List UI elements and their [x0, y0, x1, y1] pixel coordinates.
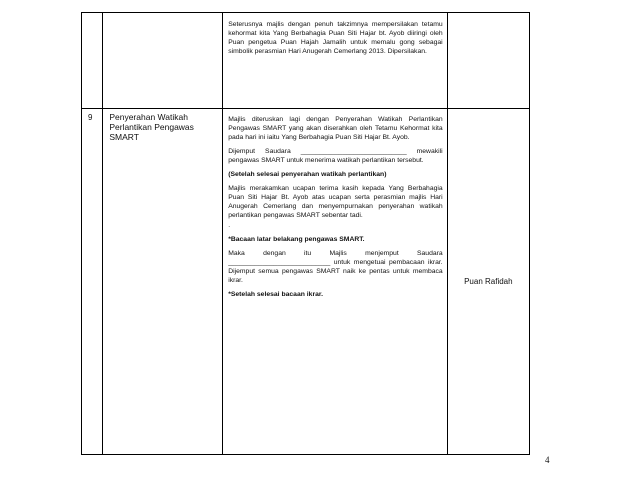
- item-cell: [103, 13, 223, 109]
- description-cell: [223, 13, 448, 109]
- description-paragraph: Seterusnya majlis dengan penuh takzimnya mempersilakan tetamu kehormat kita Yang Berbahagia Puan Siti Hajar bt. Ayob diiringi oleh Puan pengetua Puan Hajah Jamalih untuk memalu gong sebagai simbolik perasmian Hari Anugerah Cemerlang 2013. Dipersilakan.: [228, 21, 443, 55]
- item-number: 9: [88, 113, 93, 122]
- description-paragraph: Dijemput Saudara ____________________________ mewakili pengawas SMART untuk menerima watikah perlantikan tersebut.: [228, 148, 443, 164]
- item-cell: [103, 109, 223, 455]
- description-paragraph: Majlis diteruskan lagi dengan Penyerahan Watikah Perlantikan Pengawas SMART yang akan diserahkan oleh Tetamu Kehormat kita pada hari ini iaitu Yang Berbahagia Puan Siti Hajar Bt. Ayob.: [228, 116, 443, 141]
- person-in-charge: Puan Rafidah: [464, 277, 513, 286]
- description-paragraph: Maka dengan itu Majlis menjemput Saudara ___________________________ untuk mengetuai pembacaan ikrar. Dijemput semua pengawas SMART naik ke pentas untuk membaca ikrar.: [228, 250, 443, 284]
- page-number: 4: [545, 455, 550, 465]
- number-cell: [82, 109, 103, 455]
- description-paragraph: (Setelah selesai penyerahan watikah perlantikan): [228, 171, 387, 178]
- description-paragraph: Majlis merakamkan ucapan terima kasih kepada Yang Berbahagia Puan Siti Hajar Bt. Ayob atas ucapan serta perasmian majlis Hari Anugerah Cemerlang dan menyempurnakan penyerahan watikah perlantikan pengawas SMART sebentar tadi.: [228, 185, 443, 219]
- description-paragraph: .: [228, 222, 231, 229]
- description-paragraph: *Setelah selesai bacaan ikrar.: [228, 291, 324, 298]
- item-title: Penyerahan Watikah Perlantikan Pengawas SMART: [109, 112, 194, 142]
- number-cell: [82, 13, 103, 109]
- person-in-charge-cell: [447, 109, 529, 455]
- description-paragraph: *Bacaan latar belakang pengawas SMART.: [228, 236, 365, 243]
- person-in-charge-cell: [447, 13, 529, 109]
- table-row: [82, 13, 530, 109]
- programme-table: [81, 12, 530, 455]
- description-cell: [223, 109, 448, 455]
- table-row: [82, 109, 530, 455]
